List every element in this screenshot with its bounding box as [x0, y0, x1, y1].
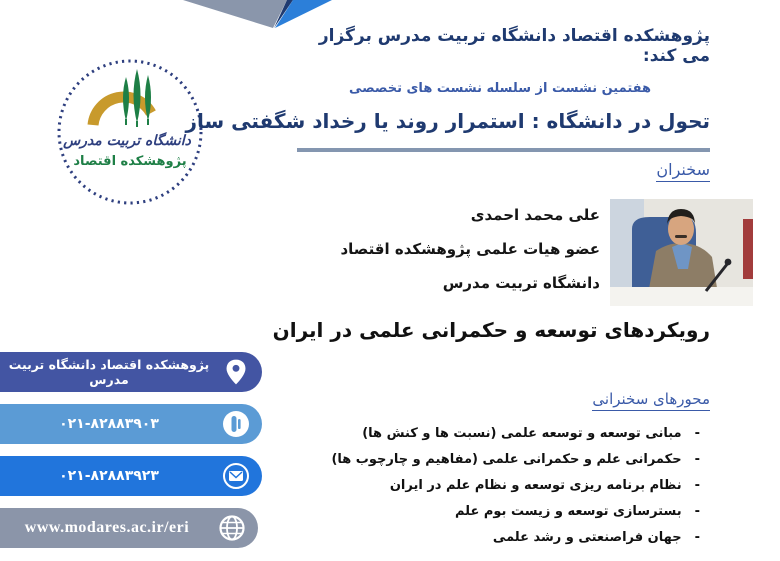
contact-bar-fax: [0, 456, 262, 496]
speaker-affiliation-1: عضو هیات علمی پژوهشکده اقتصاد: [340, 240, 600, 258]
phone-icon: [222, 410, 250, 438]
contact-bar-phone: [0, 404, 262, 444]
speaker-name: علی محمد احمدی: [470, 206, 600, 224]
series-line: هفتمین نشست از سلسله نشست های تخصصی: [348, 81, 652, 96]
globe-icon: [218, 514, 246, 542]
photo-desk: [610, 287, 753, 306]
topic-dash: -: [694, 530, 700, 545]
topic-text: جهان فراصنعتی و رشد علمی: [492, 530, 682, 545]
topic-text: مبانی توسعه و توسعه علمی (نسبت ها و کنش ها): [362, 426, 682, 441]
logo-gold-arch: [93, 97, 151, 125]
speaker-affiliation-2: دانشگاه تربیت مدرس: [442, 274, 600, 292]
photo-flag: [743, 219, 753, 279]
topic-text: نظام برنامه ریزی توسعه و نظام علم در ایران: [389, 478, 682, 493]
contact-bar-location: [0, 352, 262, 392]
lecture-title: رویکردهای توسعه و حکمرانی علمی در ایران: [272, 318, 710, 342]
header: [185, 26, 710, 133]
topic-dash: -: [694, 426, 700, 441]
logo-university-name: دانشگاه تربیت مدرس: [63, 133, 191, 149]
event-title: تحول در دانشگاه : استمرار روند یا رخداد شگفتی ساز: [185, 109, 710, 133]
speaker-photo: [610, 199, 753, 306]
topic-dash: -: [694, 504, 700, 519]
topic-text: حکمرانی علم و حکمرانی علمی (مفاهیم و چارچوب ها): [331, 452, 682, 467]
location-text: پژوهشکده اقتصاد دانشگاه تربیت مدرس: [8, 357, 210, 387]
location-pin-icon: [222, 358, 250, 386]
header-divider: [297, 148, 710, 152]
institute-logo: [55, 55, 205, 207]
topics-heading: محورهای سخنرانی: [592, 390, 710, 411]
speaker-heading: سخنران: [656, 160, 710, 182]
organizer-line: پژوهشکده اقتصاد دانشگاه تربیت مدرس برگزار می کند:: [318, 26, 710, 66]
contact-bar-website: [0, 508, 258, 548]
photo-mustache: [675, 235, 687, 238]
logo-institute-name: پژوهشکده اقتصاد: [73, 154, 187, 169]
topic-dash: -: [694, 478, 700, 493]
phone-number: ۰۲۱-۸۲۸۸۳۹۰۳: [59, 416, 159, 432]
logo-dotted-ring: [59, 61, 201, 203]
fax-number: ۰۲۱-۸۲۸۸۳۹۲۳: [59, 468, 159, 484]
envelope-icon: [222, 462, 250, 490]
topic-dash: -: [694, 452, 700, 467]
website-url: www.modares.ac.ir/eri: [24, 519, 190, 536]
topic-text: بسترسازی توسعه و زیست بوم علم: [454, 504, 682, 519]
speaker-info: [170, 198, 600, 300]
logo-cypress-trees: [123, 69, 151, 127]
